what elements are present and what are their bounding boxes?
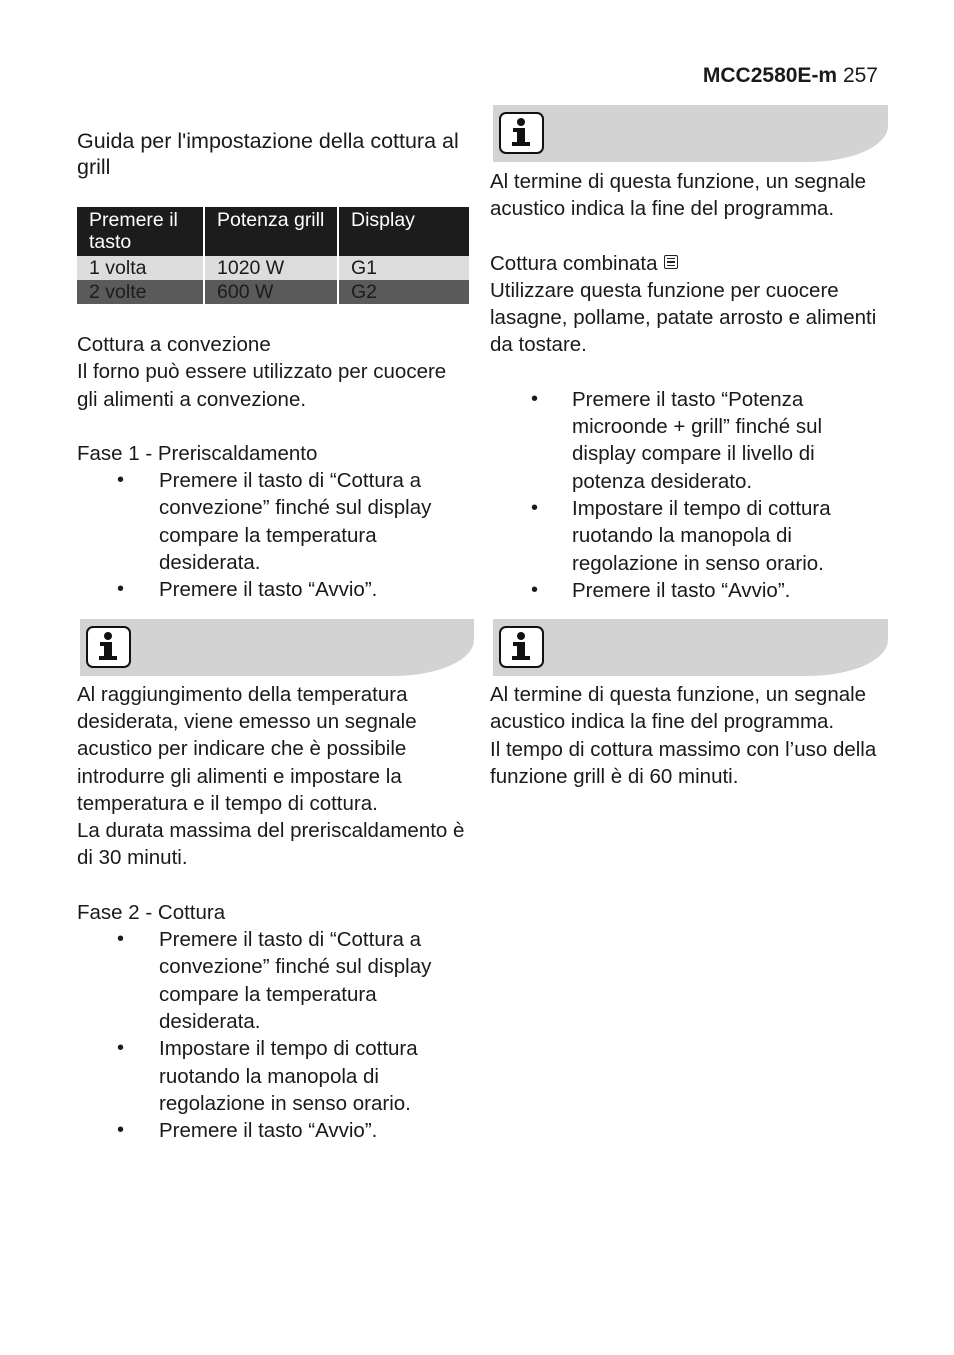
list-item: • Premere il tasto “Avvio”. (77, 576, 469, 603)
table-cell: 2 volte (77, 280, 204, 304)
model-number: MCC2580E-m (702, 64, 838, 87)
info-banner (493, 105, 888, 162)
grill-guide-title: Guida per l'impostazione della cottura al grill (77, 129, 459, 179)
table-cell: 600 W (204, 280, 338, 304)
list-item: • Premere il tasto “Avvio”. (490, 577, 878, 604)
list-item: • Premere il tasto di “Cottura a convezione” finché sul display compare la temperatura desiderata. (77, 467, 469, 576)
convection-title: Cottura a convezione (77, 333, 271, 356)
info-text-2: Il tempo di cottura massimo con l’uso della funzione grill è di 60 minuti. (490, 737, 877, 789)
phase2-list (77, 926, 469, 1144)
list-item: • Premere il tasto “Potenza microonde + grill” finché sul display compare il livello di potenza desiderato. (490, 386, 878, 495)
info-icon (499, 112, 544, 154)
table-row (77, 256, 469, 280)
info-text: Al termine di questa funzione, un segnale acustico indica la fine del programma. (490, 170, 867, 221)
table-row (77, 280, 469, 304)
left-column (77, 128, 469, 1144)
list-item: • Impostare il tempo di cottura ruotando la manopola di regolazione in senso orario. (490, 495, 878, 577)
table-header: Potenza grill (204, 207, 338, 256)
table-cell: G2 (338, 280, 469, 304)
info-icon (499, 626, 544, 668)
info-text-2: La durata massima del preriscaldamento è di 30 minuti. (77, 819, 465, 870)
table-header: Premere il tasto (77, 207, 204, 256)
table-cell: 1 volta (77, 256, 204, 280)
combi-title-text: Cottura combinata (490, 251, 658, 275)
info-text: Al termine di questa funzione, un segnale acustico indica la fine del programma. (490, 683, 867, 734)
list-item: • Impostare il tempo di cottura ruotando la manopola di regolazione in senso orario. (77, 1035, 469, 1117)
list-item: • Premere il tasto “Avvio”. (77, 1117, 469, 1144)
combi-list (490, 386, 878, 604)
info-banner (80, 619, 474, 676)
phase1-list (77, 467, 469, 603)
phase1-title: Fase 1 - Preriscaldamento (77, 441, 318, 465)
table-cell: 1020 W (204, 256, 338, 280)
combi-title (490, 250, 878, 277)
combi-mode-icon (664, 255, 678, 269)
list-item: • Premere il tasto di “Cottura a convezione” finché sul display compare la temperatura desiderata. (77, 926, 469, 1035)
page-header (703, 64, 878, 88)
info-banner (493, 619, 888, 676)
right-column (490, 105, 878, 790)
table-cell: G1 (338, 256, 469, 280)
table-header: Display (338, 207, 469, 256)
info-text: Al raggiungimento della temperatura desiderata, viene emesso un segnale acustico per indicare che è possibile introdurre gli alimenti e impostare la temperatura e il tempo di cottura. (77, 682, 417, 815)
page-number: 257 (842, 64, 878, 87)
info-icon (86, 626, 131, 668)
convection-text: Il forno può essere utilizzato per cuocere gli alimenti a convezione. (77, 360, 447, 411)
combi-text: Utilizzare questa funzione per cuocere lasagne, pollame, patate arrosto e alimenti da tostare. (490, 278, 877, 357)
grill-power-table (77, 207, 469, 304)
phase2-title: Fase 2 - Cottura (77, 900, 226, 924)
